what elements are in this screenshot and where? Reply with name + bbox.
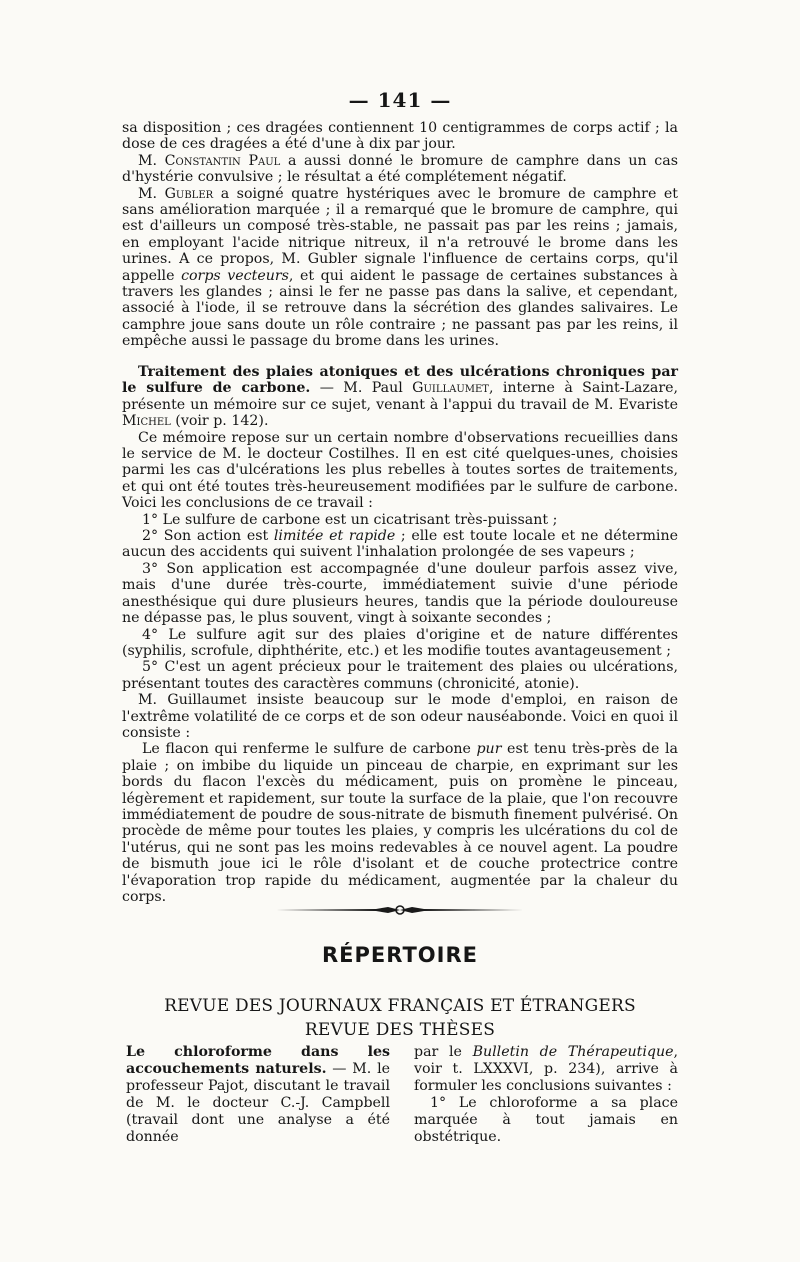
paragraph-mode-emploi: M. Guillaumet insiste beaucoup sur le mode d'emploi, en raison de l'extrême volatilité de ce corps et de son odeur nauséabonde. Voici en quoi il consiste :: [122, 692, 678, 741]
intro-text: (voir p. 142).: [170, 413, 269, 430]
paragraph-text: a aussi donné le bromure de camphre dans un cas d'hystérie convulsive ; le résultat a été complétement négatif.: [122, 152, 678, 186]
intro-text: — M. Paul: [310, 380, 413, 397]
paragraph-text: Le flacon qui renferme le sulfure de carbone: [142, 741, 477, 758]
column-left: [126, 1044, 390, 1146]
article-heading: Le chloroforme dans les accouchements naturels.: [126, 1044, 390, 1077]
paragraph-text: , et qui aident le passage de certaines substances à travers les glandes ; ainsi le fer ne passe pas dans la salive, et cependant, associé à l'iode, il se retrouve dans la sécrétion des glandes salivaires. Le camphre joue sans doute un rôle contraire ; ne passant pas par les reins, il empêche aussi le passage du brome dans les urines.: [122, 267, 678, 350]
page-number: — 141 —: [348, 88, 452, 112]
paragraph-flacon: [122, 741, 678, 905]
article-chloroforme: [126, 1044, 390, 1146]
article-text: — M. le professeur Pajot, discutant le travail de M. le docteur C.-J. Campbell (travail dont une analyse a été donnée: [126, 1061, 391, 1145]
conclusion-1: 1° Le sulfure de carbone est un cicatrisant très-puissant ;: [142, 511, 558, 528]
repertoire-title: RÉPERTOIRE: [322, 943, 478, 967]
paragraph-text: est tenu très-près de la plaie ; on imbibe du liquide un pinceau de charpie, en exprimant sur les bords du flacon l'excès du médicament, puis on promène le pinceau, légèrement et rapidement, sur toute la surface de la plaie, que l'on recouvre immédiatement de poudre de sous-nitrate de bismuth finement pulvérisé. On procède de même pour toutes les plaies, y compris les ulcérations du col de l'utérus, qui ne sont pas les moins redevables à ce nouvel agent. La poudre de bismuth joue ici le rôle d'isolant et de couche protectrice contre l'évaporation trop rapide du médicament, augmentée par la chaleur du corps.: [122, 741, 678, 905]
section-sulfure-carbone: [122, 364, 678, 905]
conclusion-2: [122, 528, 678, 561]
revue-theses: REVUE DES THÈSES: [304, 1020, 496, 1040]
author-name: Michel: [122, 413, 171, 430]
article-text: , voir t. LXXXVI, p. 234), arrive à formuler les conclusions suivantes :: [414, 1044, 678, 1094]
conclusion-3: 3° Son application est accompagnée d'une douleur parfois assez vive, mais d'une durée très-courte, immédiatement suivie d'une période anesthésique qui dure plusieurs heures, tandis que la période douloureuse ne dépasse pas, le plus souvent, vingt à soixante secondes ;: [122, 560, 678, 627]
conclusion-text: 2° Son action est: [142, 528, 274, 545]
author-name: Guillaumet: [412, 380, 489, 397]
conclusion-5: 5° C'est un agent précieux pour le traitement des plaies ou ulcérations, présentant toutes des caractères communs (chronicité, atonie).: [122, 659, 678, 692]
paragraph-constantin-paul: [122, 153, 678, 186]
paragraph-dragees: sa disposition ; ces dragées contiennent 10 centigrammes de corps actif ; la dose de ces dragées a été d'une à dix par jour.: [122, 120, 678, 153]
bromure-discussion: [122, 120, 678, 350]
emphasis-term: limitée et rapide: [273, 528, 396, 545]
paragraph-text: a soigné quatre hystériques avec le bromure de camphre et sans amélioration marquée ; il a remarqué que le bromure de camphre, qui est d'ailleurs un composé très-stable, ne passait pas par les reins ; jamais, en employant l'acide nitrique nitreux, il n'a retrouvé le brome dans les urines. A ce propos, M. Gubler signale l'influence de certains corps, qu'il appelle: [122, 185, 678, 284]
intro-text: , interne à Saint-Lazare, présente un mémoire sur ce sujet, venant à l'appui du travail de M. Evariste: [122, 380, 679, 413]
paragraph-gubler: [122, 186, 678, 350]
journal-title: Bulletin de Thérapeutique: [472, 1044, 674, 1060]
emphasis-term: corps vecteurs: [181, 267, 289, 284]
section-intro: [122, 364, 678, 430]
section-heading: Traitement des plaies atoniques et des ulcérations chroniques par le sulfure de carbone.: [122, 364, 678, 397]
conclusion-chloroforme-1: 1° Le chloroforme a sa place marquée à tout jamais en obstétrique.: [414, 1095, 678, 1145]
emphasis-term: pur: [476, 741, 502, 758]
paragraph-memoire: Ce mémoire repose sur un certain nombre d'observations recueillies dans le service de M. le docteur Costilhes. Il en est cité quelques-unes, choisies parmi les cas d'ulcérations les plus rebelles à toutes sortes de traitements, et qui ont été toutes très-heureusement modifiées par le sulfure de carbone. Voici les conclusions de ce travail :: [122, 429, 678, 512]
author-name: M. Constantin Paul: [138, 152, 281, 169]
conclusion-4: 4° Le sulfure agit sur des plaies d'origine et de nature différentes (syphilis, scrofule, diphthérite, etc.) et les modifie toutes avantageusement ;: [122, 626, 678, 659]
article-continuation: [414, 1044, 678, 1095]
conclusion-text: ; elle est toute locale et ne détermine aucun des accidents qui suivent l'inhalation prolongée de ses vapeurs ;: [122, 528, 679, 561]
author-name: M. Gubler: [138, 185, 214, 202]
column-right: [414, 1044, 678, 1146]
revue-journaux: REVUE DES JOURNAUX FRANÇAIS ET ÉTRANGERS: [164, 996, 636, 1016]
ornament-divider-icon: [276, 903, 524, 917]
article-text: par le: [414, 1044, 473, 1060]
